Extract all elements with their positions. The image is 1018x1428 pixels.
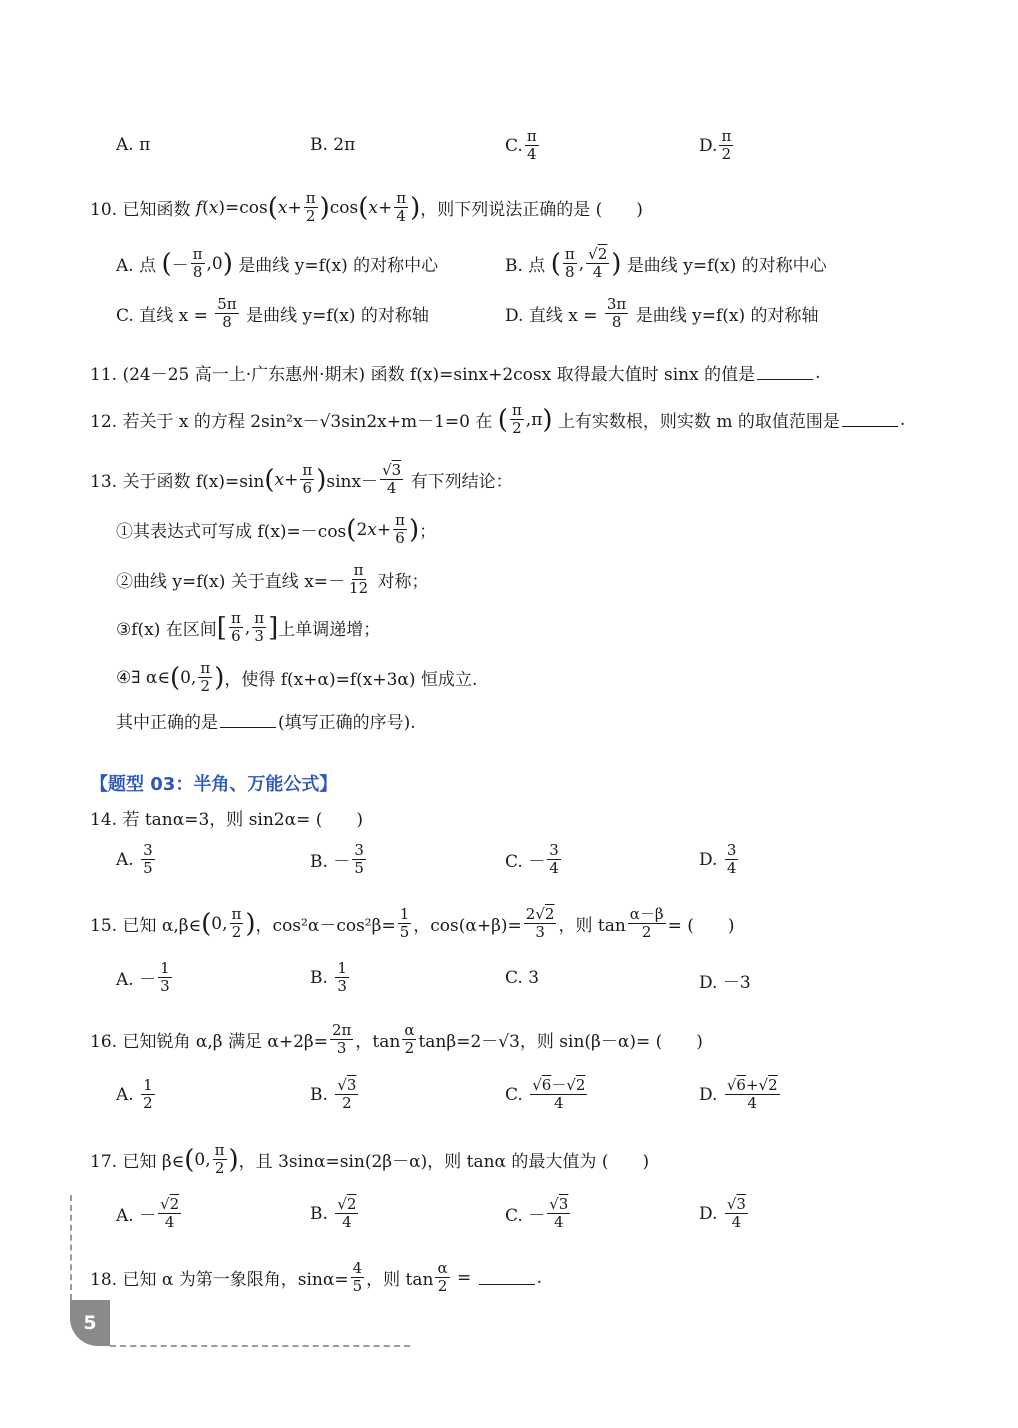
q10-option-c: C. 直线 x = $\frac{5\pi}{8}$ 是曲线 y=f(x) 的对称轴 bbox=[116, 295, 429, 331]
question-17: 17. 已知 β∈ ( 0, $\frac{\pi}{2}$ ) ，且 3sinα=sin(2β－α)，则 tanα 的最大值为 ( ) bbox=[90, 1141, 650, 1177]
q10-option-b: B. 点 ( $\frac{\pi}{8}$ , $\frac{√2}{4}$ ) 是曲线 y=f(x) 的对称中心 bbox=[505, 245, 827, 281]
q16-option-c: C. $\frac{√6-√2}{4}$ bbox=[505, 1076, 586, 1112]
answer-blank[interactable] bbox=[479, 1270, 535, 1285]
question-11: 11. (24－25 高一上·广东惠州·期末) 函数 f(x)=sinx+2cosx 取得最大值时 sinx 的值是 . bbox=[90, 362, 821, 385]
q15-option-a: A. － $\frac{1}{3}$ bbox=[116, 959, 170, 995]
q15-option-c: C. 3 bbox=[505, 968, 540, 988]
answer-blank[interactable] bbox=[842, 412, 898, 427]
question-13: 13. 关于函数 f(x)=sin ( x + $\frac{\pi}{6}$ ) sinx－ $\frac{√3}{4}$ 有下列结论： bbox=[90, 461, 513, 497]
q14-option-b: B. － $\frac{3}{5}$ bbox=[310, 841, 364, 877]
q10-option-d: D. 直线 x = $\frac{3\pi}{8}$ 是曲线 y=f(x) 的对称轴 bbox=[505, 295, 819, 331]
q17-option-b: B. $\frac{√2}{4}$ bbox=[310, 1195, 357, 1231]
q14-option-c: C. － $\frac{3}{4}$ bbox=[505, 841, 559, 877]
page-border-horizontal bbox=[110, 1345, 410, 1347]
q17-option-a: A. － $\frac{√2}{4}$ bbox=[116, 1195, 180, 1231]
q10-option-a: A. 点 ( － $\frac{\pi}{8}$ ,0 ) 是曲线 y=f(x) 的对称中心 bbox=[116, 245, 439, 281]
q17-option-c: C. － $\frac{√3}{4}$ bbox=[505, 1195, 569, 1231]
question-12: 12. 若关于 x 的方程 2sin²x－√3sin2x+m－1=0 在 ( $\frac{\pi}{2}$ ,π ) 上有实数根，则实数 m 的取值范围是 . bbox=[90, 401, 906, 437]
question-18: 18. 已知 α 为第一象限角，sinα= $\frac{4}{5}$ ，则 tan $\frac{\alpha}{2}$ = . bbox=[90, 1259, 543, 1295]
question-16: 16. 已知锐角 α,β 满足 α+2β= $\frac{2\pi}{3}$ ，tan $\frac{\alpha}{2}$ tanβ=2－√3，则 sin(β－α)= ( ) bbox=[90, 1021, 703, 1057]
q13-statement-4: ④∃ α∈ ( 0, $\frac{\pi}{2}$ ) ，使得 f(x+α)=f(x+3α) 恒成立. bbox=[116, 659, 478, 695]
q9-option-b: B. 2π bbox=[310, 135, 356, 155]
question-14: 14. 若 tanα=3，则 sin2α= ( ) bbox=[90, 810, 364, 830]
q17-option-d: D. $\frac{√3}{4}$ bbox=[699, 1195, 746, 1231]
answer-blank[interactable] bbox=[757, 365, 813, 380]
q16-option-b: B. $\frac{√3}{2}$ bbox=[310, 1076, 357, 1112]
q13-statement-2: ②曲线 y=f(x) 关于直线 x=－ $\frac{\pi}{12}$ 对称； bbox=[116, 561, 429, 597]
q15-option-b: B. $\frac{1}{3}$ bbox=[310, 959, 347, 995]
answer-blank[interactable] bbox=[220, 713, 276, 728]
q13-answer-line: 其中正确的是 (填写正确的序号). bbox=[116, 713, 416, 733]
q14-option-a: A. $\frac{3}{5}$ bbox=[116, 841, 153, 877]
q9-option-d: D. $\frac{\pi}{2}$ bbox=[699, 127, 732, 163]
q14-option-d: D. $\frac{3}{4}$ bbox=[699, 841, 737, 877]
page-number: 5 bbox=[70, 1300, 110, 1346]
question-15: 15. 已知 α,β∈ ( 0, $\frac{\pi}{2}$ ) ，cos²α－cos²β= $\frac{1}{5}$ ，cos(α+β)= $\frac{2√2}{3}$ ，则 tan $\frac{\alpha-\beta}{2}$ = ( ) bbox=[90, 905, 735, 941]
q9-option-a: A. π bbox=[116, 135, 151, 155]
q15-option-d: D. －3 bbox=[699, 973, 751, 993]
q16-option-a: A. $\frac{1}{2}$ bbox=[116, 1076, 153, 1112]
question-10: 10. 已知函数 f ( x )=cos ( x + $\frac{\pi}{2}$ ) cos ( x + $\frac{\pi}{4}$ ) ，则下列说法正确的是 ( ) bbox=[90, 189, 643, 225]
q13-statement-3: ③f(x) 在区间 [ $\frac{\pi}{6}$ , $\frac{\pi}{3}$ ] 上单调递增； bbox=[116, 609, 381, 645]
page-border-vertical bbox=[70, 1195, 72, 1300]
q16-option-d: D. $\frac{√6+√2}{4}$ bbox=[699, 1076, 778, 1112]
q9-option-c: C. $\frac{\pi}{4}$ bbox=[505, 127, 537, 163]
section-heading: 【题型 03：半角、万能公式】 bbox=[90, 774, 338, 795]
q13-statement-1: ①其表达式可写成 f(x)=－cos ( 2 x + $\frac{\pi}{6}$ ) ； bbox=[116, 511, 437, 547]
